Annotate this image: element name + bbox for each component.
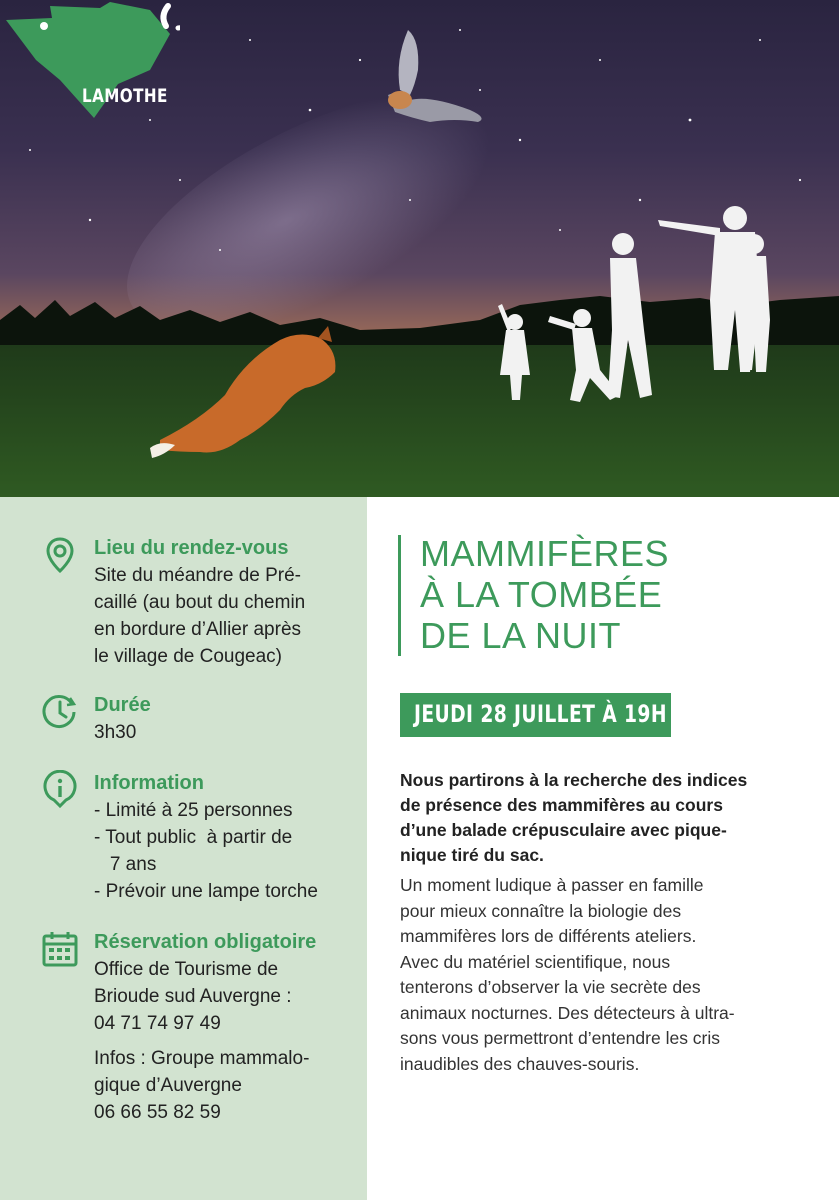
reservation-text: Office de Tourisme de Brioude sud Auvergne : 04 71 74 97 49 (94, 959, 292, 1034)
title-accent-bar (398, 535, 401, 656)
information-text: - Limité à 25 personnes - Tout public à partir de 7 ans - Prévoir une lampe torche (94, 800, 318, 902)
duration-text: 3h30 (94, 722, 137, 743)
badge-label: LAMOTHE (82, 85, 168, 107)
calendar-icon (40, 929, 80, 969)
event-date: JEUDI 28 JUILLET À 19H (414, 700, 667, 728)
map-pin-icon (40, 535, 80, 575)
location-block (40, 535, 360, 675)
event-description: Un moment ludique à passer en famille pour mieux connaître la biologie des mammifères lors de différents ateliers. Avec du matériel scientifique, nous tenterons d’observer la vie secrète des animaux nocturnes. Des détecteurs à ultra- sons vous permettront d’entendre les cris inaudibles des chauves-souris. (400, 875, 735, 1074)
information-title: Information (94, 772, 204, 794)
info-panel (0, 497, 367, 1200)
information-block (40, 770, 360, 910)
hero-image (0, 0, 839, 497)
location-title: Lieu du rendez-vous (94, 537, 289, 559)
event-title: MAMMIFÈRES À LA TOMBÉE DE LA NUIT (420, 533, 670, 656)
event-date-banner (400, 693, 671, 737)
reservation-title: Réservation obligatoire (94, 931, 317, 953)
location-text: Site du méandre de Pré- caillé (au bout du chemin en bordure d’Allier après le village de Cougeac) (94, 565, 306, 667)
event-lead: Nous partirons à la recherche des indices de présence des mammifères au cours d’une balade crépusculaire avec pique- nique tiré du sac. (400, 770, 748, 865)
duration-block (40, 692, 360, 752)
reservation-block (40, 929, 360, 1129)
reservation-extra: Infos : Groupe mammalo- gique d’Auvergne 06 66 55 82 59 (94, 1048, 310, 1123)
event-panel (367, 497, 839, 1200)
info-icon (40, 770, 80, 810)
duration-title: Durée (94, 694, 151, 716)
clock-icon (40, 692, 80, 732)
